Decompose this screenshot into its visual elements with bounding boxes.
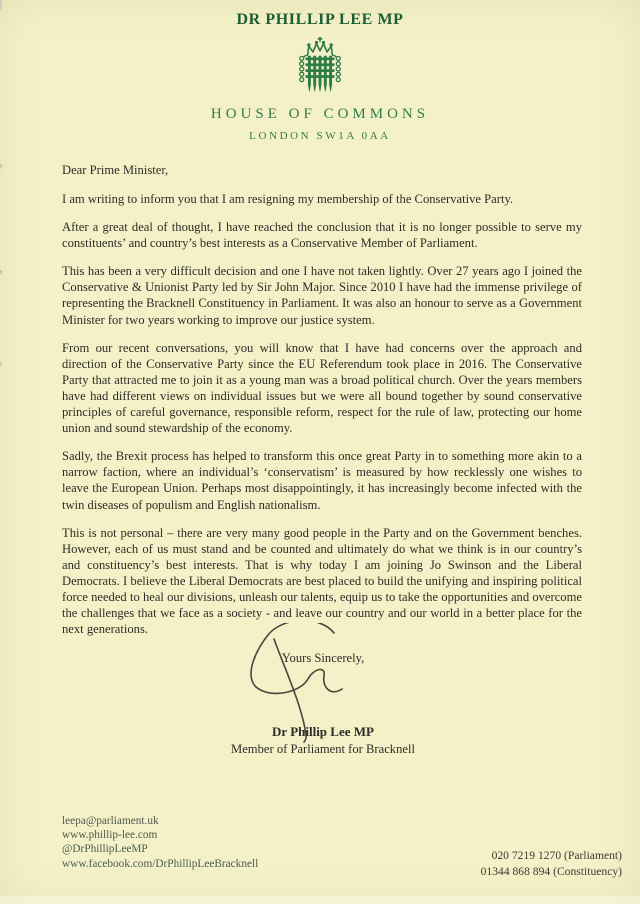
footer-phone-line: 01344 868 894 (Constituency) — [480, 864, 622, 878]
letter-paragraph: This has been a very difficult decision and one I have not taken lightly. Over 27 years ago I joined the Conservative & Unionist Party led by Sir John Major. Since 2010 I have had the immense privilege of representing the Bracknell Constituency in Parliament. It was also an honour to serve as a Government Minister for two years working to improve our justice system. — [62, 264, 582, 327]
letterhead — [0, 0, 640, 142]
letter-paragraph: This is not personal – there are very many good people in the Party and on the Government benches. However, each of us must stand and be counted and ultimately do what we think is in our country’s and constituency’s best interests. That is why today I am joining Jo Swinson and the Liberal Democrats. I believe the Liberal Democrats are best placed to build the unifying and inspiring political force needed to heal our divisions, unleash our talents, equip us to take the opportunities and overcome the challenges that we face as a society - and leave our country and our world in a better place for the next generations. — [62, 525, 582, 637]
portcullis-crest-icon — [289, 36, 351, 102]
letterhead-institution: HOUSE OF COMMONS — [210, 106, 430, 122]
closing-salutation: Yours Sincerely, — [281, 651, 365, 666]
footer-contact-line: www.phillip-lee.com — [62, 829, 158, 842]
footer-phone-numbers — [481, 848, 622, 879]
signature-block — [198, 651, 448, 757]
footer-phone-line: 020 7219 1270 (Parliament) — [491, 849, 622, 862]
letterhead-address: LONDON SW1A 0AA — [249, 130, 391, 142]
letter-paragraph: I am writing to inform you that I am resigning my membership of the Conservative Party. — [62, 192, 514, 206]
signatory-name: Dr Phillip Lee MP — [272, 724, 374, 740]
salutation: Dear Prime Minister, — [62, 163, 169, 177]
signatory-title: Member of Parliament for Bracknell — [231, 742, 415, 757]
letter-paragraphs — [62, 191, 582, 637]
footer-contact-links — [62, 814, 258, 871]
signature-space — [198, 666, 448, 722]
letterhead-name: DR PHILLIP LEE MP — [236, 11, 404, 28]
footer-contact-line: leepa@parliament.uk — [62, 815, 159, 827]
letter-paragraph: From our recent conversations, you will know that I have had concerns over the approach and direction of the Conservative Party since the EU Referendum took place in 2016. The Conservative Party that attracted me to join it as a young man was a broad political church. Over the years members have had different views on individual issues but we were all bound together by sound conservative principles of careful governance, responsible reform, respect for the rule of law, protecting our home union and sound stewardship of the economy. — [62, 340, 582, 436]
letter-body — [62, 163, 582, 757]
footer-contact-line: @DrPhillipLeeMP — [62, 843, 148, 856]
letter-paragraph: Sadly, the Brexit process has helped to transform this once great Party in to something more akin to a narrow faction, where an individual’s ‘conservatism’ is measured by how recklessly one wishes to leave the European Union. Perhaps most disappointingly, it has increasingly become infected with the twin diseases of populism and English nationalism. — [62, 449, 582, 512]
footer-contact-line: www.facebook.com/DrPhillipLeeBracknell — [62, 857, 259, 870]
letter-paragraph: After a great deal of thought, I have reached the conclusion that it is no longer possible to serve my constituents’ and country’s best interests as a Conservative Member of Parliament. — [62, 220, 582, 251]
